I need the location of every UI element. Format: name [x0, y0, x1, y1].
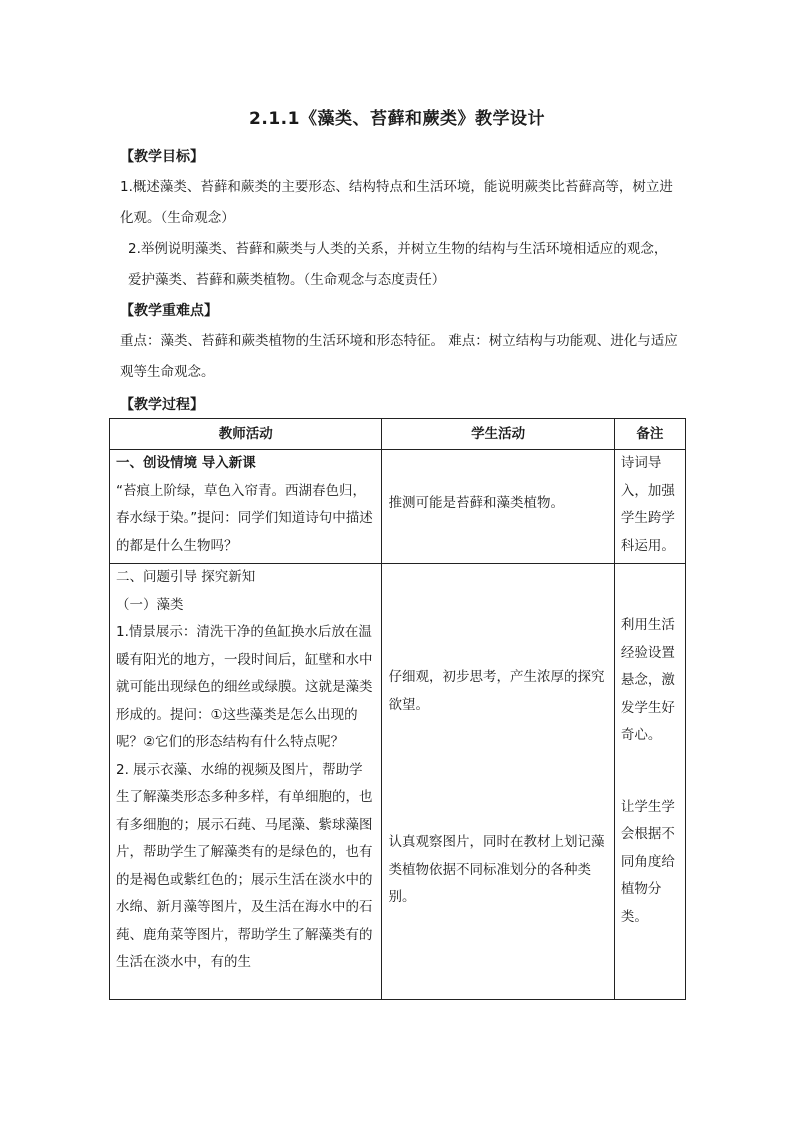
teaching-process-table: [109, 418, 686, 1000]
key-points-text: 重点：藻类、苔藓和蕨类植物的生活环境和形态特征。 难点：树立结构与功能观、进化与适应观等生命观念。: [120, 333, 678, 380]
process-heading: 【教学过程】: [120, 397, 204, 413]
teacher-activity-text: 2. 展示衣藻、水绵的视频及图片，帮助学生了解藻类形态多种多样，有单细胞的，也有多细胞的；展示石莼、马尾藻、紫球藻图片，帮助学生了解藻类有的是绿色的，也有的是褐色或紫红色的；展示生活在淡水中的水绵、新月藻等图片，及生活在海水中的石莼、鹿角菜等图片，帮助学生了解藻类有的生活在淡水中，有的生: [116, 761, 373, 970]
objectives-heading: 【教学目标】: [120, 149, 204, 165]
objective-item-1: 1.概述藻类、苔藓和蕨类的主要形态、结构特点和生活环境，能说明蕨类比苔藓高等，树立进化观。（生命观念）: [120, 179, 673, 226]
key-points-heading: 【教学重难点】: [120, 303, 218, 319]
teacher-activity-cell: [110, 564, 382, 1000]
table-row: [110, 564, 686, 1000]
teacher-activity-cell: [110, 450, 382, 564]
note-text: 诗词导入，加强学生跨学科运用。: [620, 455, 675, 554]
section-title: 二、问题引导 探究新知: [116, 569, 256, 585]
student-activity-text: 认真观察图片，同时在教材上划记藻类植物依据不同标准划分的各种类别。: [388, 834, 605, 905]
note-text: 利用生活经验设置悬念，激发学生好奇心。: [620, 617, 675, 743]
column-header-student: 学生活动: [382, 419, 614, 450]
column-header-note: 备注: [614, 419, 685, 450]
table-row: [110, 450, 686, 564]
student-activity-cell: [382, 450, 614, 564]
student-activity-cell: [382, 564, 614, 1000]
note-cell: [614, 564, 685, 1000]
note-text: 让学生学会根据不同角度给植物分类。: [620, 798, 675, 925]
teacher-activity-text: “苔痕上阶绿，草色入帘青。西湖春色归，春水绿于染。”提问：同学们知道诗句中描述的都是什么生物吗？: [116, 482, 373, 554]
student-activity-text: 仔细观，初步思考，产生浓厚的探究欲望。: [388, 669, 605, 713]
section-title: 一、创设情境 导入新课: [116, 455, 256, 471]
document-title: 2.1.1《藻类、苔藓和蕨类》教学设计: [249, 109, 545, 129]
student-activity-text: 推测可能是苔藓和藻类植物。: [388, 495, 564, 511]
table-header-row: [110, 419, 686, 450]
subsection-title: （一）藻类: [116, 596, 184, 613]
teacher-activity-text: 1.情景展示：清洗干净的鱼缸换水后放在温暖有阳光的地方，一段时间后，缸壁和水中就可能出现绿色的细丝或绿膜。这就是藻类形成的。提问：①这些藻类是怎么出现的呢？②它们的形态结构有什么特点呢？: [116, 624, 373, 750]
objectives-list: [120, 172, 680, 296]
note-cell: [614, 450, 685, 564]
column-header-teacher: 教师活动: [110, 419, 382, 450]
objective-item-2: 2.举例说明藻类、苔藓和蕨类与人类的关系，并树立生物的结构与生活环境相适应的观念， 爱护藻类、苔藓和蕨类植物。（生命观念与态度责任）: [128, 241, 668, 288]
